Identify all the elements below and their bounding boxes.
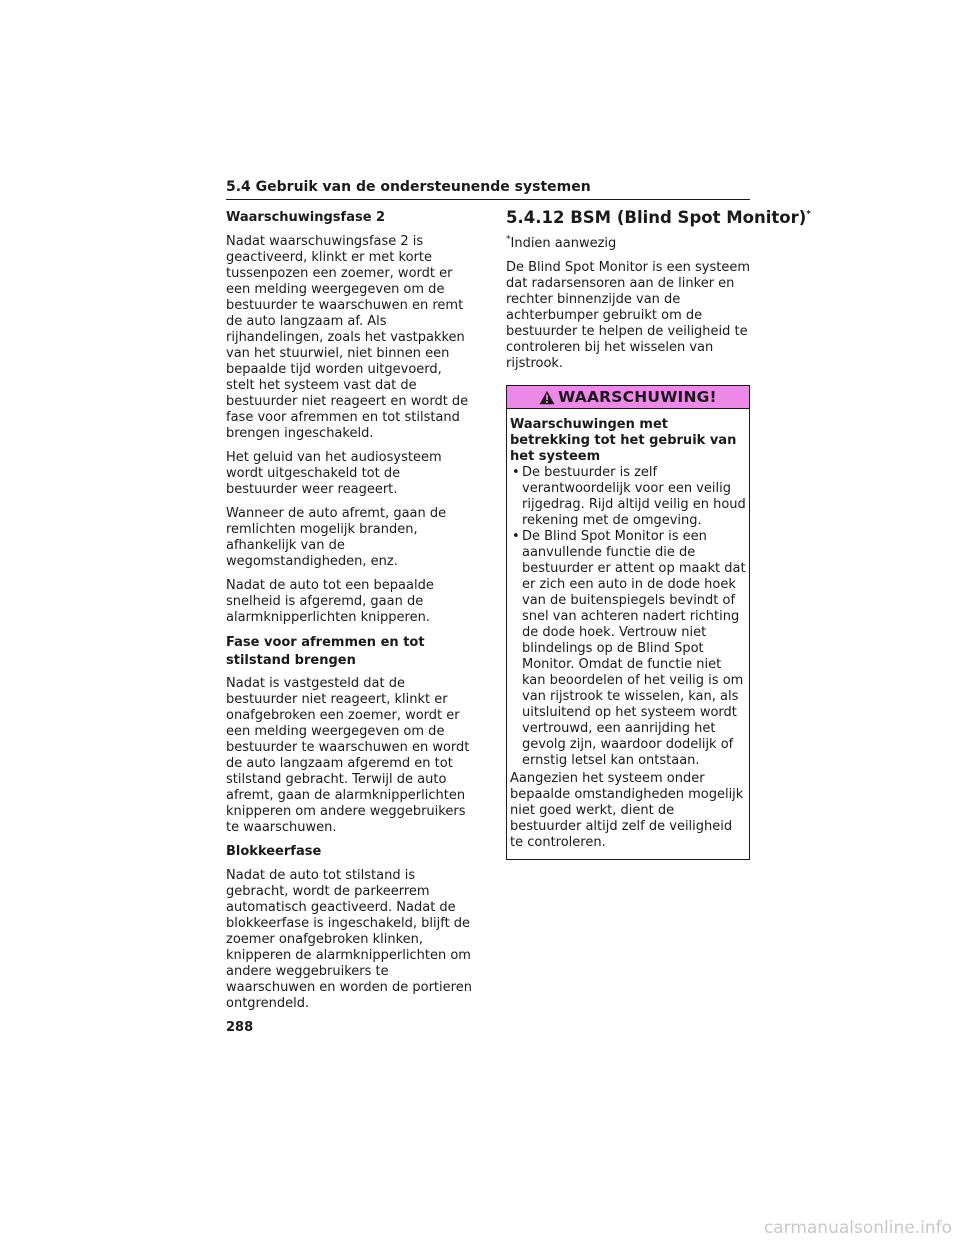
watermark: carmanualsonline.info <box>763 1218 952 1238</box>
warning-list <box>510 465 746 769</box>
paragraph: Nadat de auto tot stilstand is gebracht, wordt de parkeerrem automatisch geactiveerd. Nadat de blokkeerfase is ingeschakeld, blijft de zoemer onafgebroken klinken, knipperen de alarmknipperlichten om andere weggebruikers te waarschuwen en worden de portieren ontgrendeld. <box>226 868 472 1011</box>
intro-paragraph: De Blind Spot Monitor is een systeem dat radarsensoren aan de linker en rechter binnenzijde van de achterbumper gebruikt om de bestuurder te helpen de veiligheid te controleren bij het wisselen van rijstrook. <box>506 260 751 371</box>
warning-label: WAARSCHUWING! <box>558 388 717 406</box>
availability-note <box>506 236 752 252</box>
warning-header <box>507 386 749 409</box>
footnote-mark: * <box>506 234 511 245</box>
section-title-text: 5.4.12 BSM (Blind Spot Monitor) <box>506 208 807 227</box>
left-column <box>226 210 474 1020</box>
subheading-fase-stop: Fase voor afremmen en tot stilstand brengen <box>226 635 425 668</box>
list-item: • De Blind Spot Monitor is een aanvullende functie die de bestuurder er attent op maakt dat er zich een auto in de dode hoek van de buitenspiegels bevindt of snel van achteren nadert richting de dode hoek. Vertrouw niet blindelings op de Blind Spot Monitor. Omdat de functie niet kan beoordelen of het veilig is om van rijstrook te wisselen, kan, als uitsluitend op het systeem wordt vertrouwd, een aanrijding het gevolg zijn, waardoor dodelijk of ernstig letsel kan ontstaan. <box>510 529 746 769</box>
paragraph: Nadat is vastgesteld dat de bestuurder niet reageert, klinkt er onafgebroken een zoemer, wordt er een melding weergegeven om de bestuurder te waarschuwen en wordt de auto langzaam afgeremd en tot stilstand gebracht. Terwijl de auto afremt, gaan de alarmknipperlichten knipperen om andere weggebruikers te waarschuwen. <box>226 676 470 835</box>
warning-triangle-icon <box>539 390 555 405</box>
warning-closing: Aangezien het systeem onder bepaalde omstandigheden mogelijk niet goed werkt, dient de bestuurder altijd zelf de veiligheid te controleren. <box>510 771 744 850</box>
paragraph: Het geluid van het audiosysteem wordt uitgeschakeld tot de bestuurder weer reageert. <box>226 450 442 497</box>
section-title <box>506 208 811 228</box>
right-column <box>506 208 811 860</box>
availability-note-text: Indien aanwezig <box>510 236 617 251</box>
section-header: 5.4 Gebruik van de ondersteunende systemen <box>226 178 750 200</box>
paragraph: Wanneer de auto afremt, gaan de remlichten mogelijk branden, afhankelijk van de wegomstandigheden, enz. <box>226 506 447 569</box>
page-number: 288 <box>226 1020 254 1035</box>
subheading-fase2: Waarschuwingsfase 2 <box>226 210 386 225</box>
warning-title: Waarschuwingen met betrekking tot het gebruik van het systeem <box>510 417 737 464</box>
subheading-blokkeerfase: Blokkeerfase <box>226 844 322 859</box>
warning-box <box>506 385 750 860</box>
footnote-mark: * <box>806 209 811 220</box>
warning-body <box>507 409 749 859</box>
paragraph: Nadat de auto tot een bepaalde snelheid is afgeremd, gaan de alarmknipperlichten knipperen. <box>226 578 434 625</box>
paragraph: Nadat waarschuwingsfase 2 is geactiveerd, klinkt er met korte tussenpozen een zoemer, wordt er een melding weergegeven om de bestuurder te waarschuwen en remt de auto langzaam af. Als rijhandelingen, zoals het vastpakken van het stuurwiel, niet binnen een bepaalde tijd worden uitgevoerd, stelt het systeem vast dat de bestuurder niet reageert en wordt de fase voor afremmen en tot stilstand brengen ingeschakeld. <box>226 234 469 441</box>
list-item: • De bestuurder is zelf verantwoordelijk voor een veilig rijgedrag. Rijd altijd veilig en houd rekening met de omgeving. <box>510 465 746 529</box>
